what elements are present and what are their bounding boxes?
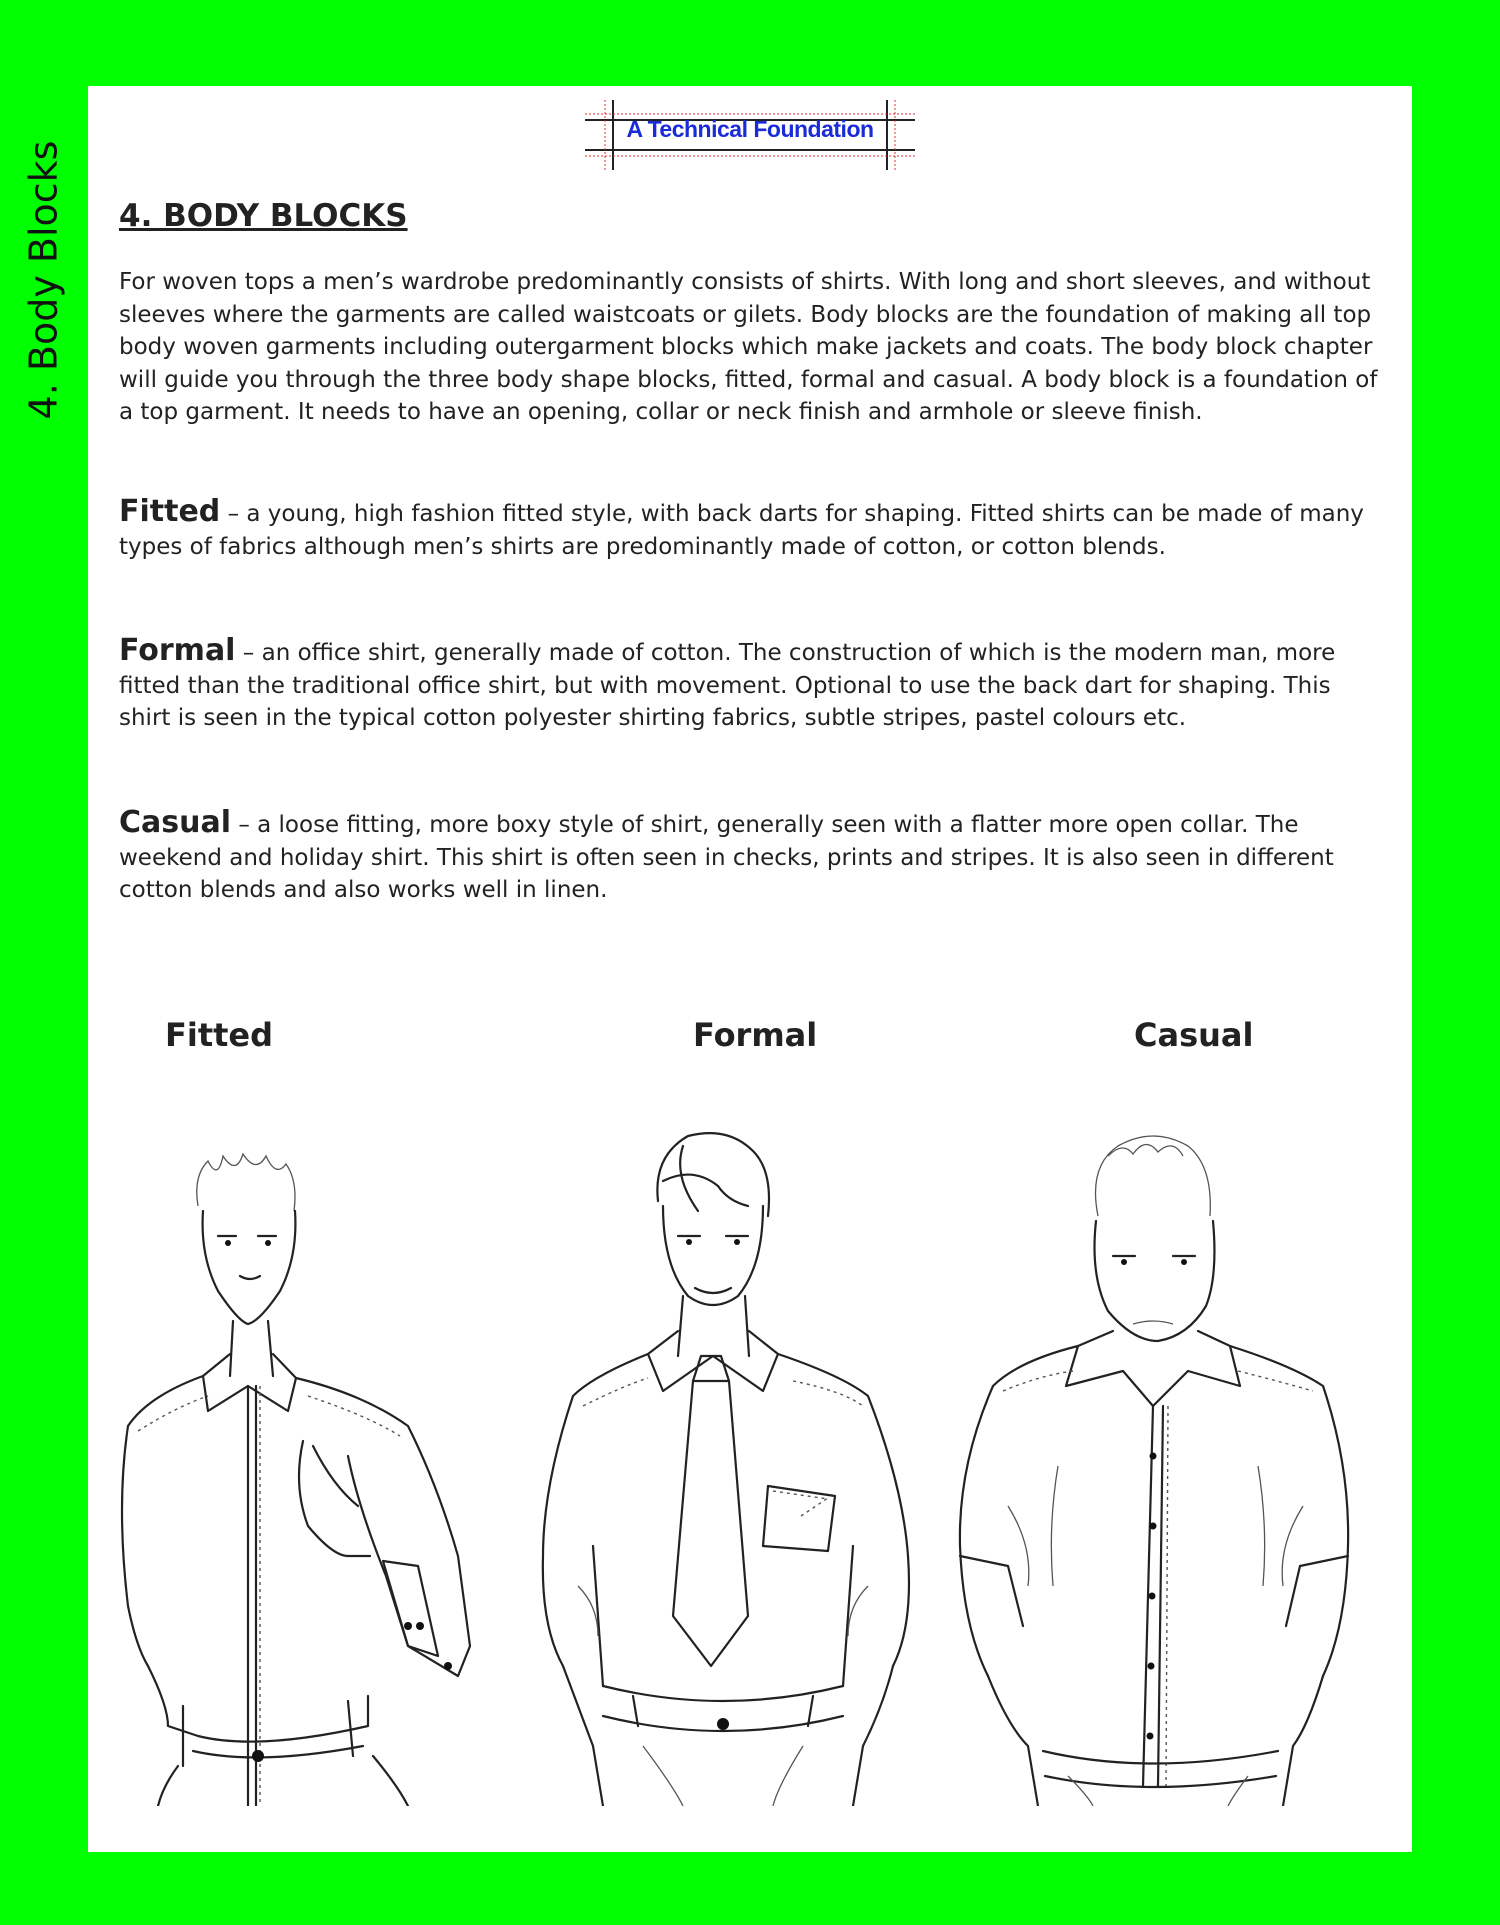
casual-paragraph (119, 807, 1389, 907)
side-tab-label: 4. Body Blocks (21, 140, 66, 420)
figure-label-formal: Formal (693, 1016, 818, 1054)
banner (585, 100, 915, 170)
fitted-paragraph (119, 496, 1389, 563)
fitted-term: Fitted (119, 494, 221, 529)
fitted-shirt-illustration (108, 1086, 508, 1806)
figure-label-casual: Casual (1134, 1016, 1254, 1054)
formal-paragraph (119, 635, 1389, 735)
casual-term: Casual (119, 805, 232, 840)
fitted-description: – a young, high fashion fitted style, with back darts for shaping. Fitted shirts can be made of many types of fabrics although men’s shirts are predominantly made of cotton, or cotton blends. (119, 501, 1364, 560)
page (88, 86, 1412, 1852)
figure-label-fitted: Fitted (165, 1016, 274, 1054)
formal-description: – an office shirt, generally made of cotton. The construction of which is the modern man, more fitted than the traditional office shirt, but with movement. Optional to use the back dart for shaping. This shirt is seen in the typical cotton polyester shirting fabrics, subtle stripes, pastel colours etc. (119, 640, 1336, 731)
page-title: 4. BODY BLOCKS (119, 198, 408, 234)
casual-description: – a loose fitting, more boxy style of shirt, generally seen with a flatter more open collar. The weekend and holiday shirt. This shirt is often seen in checks, prints and stripes. It is also seen in different cotton blends and also works well in linen. (119, 812, 1334, 903)
casual-shirt-illustration (948, 1086, 1388, 1806)
side-tab (18, 130, 68, 430)
intro-paragraph: For woven tops a men’s wardrobe predominantly consists of shirts. With long and short sleeves, and without sleeves where the garments are called waistcoats or gilets. Body blocks are the foundation of making all top body woven garments including outergarment blocks which make jackets and coats. The body block chapter will guide you through the three body shape blocks, fitted, formal and casual. A body block is a foundation of a top garment. It needs to have an opening, collar or neck finish and armhole or sleeve finish. (119, 269, 1378, 425)
formal-shirt-illustration (523, 1086, 943, 1806)
banner-title: A Technical Foundation (626, 116, 874, 142)
formal-term: Formal (119, 633, 236, 668)
